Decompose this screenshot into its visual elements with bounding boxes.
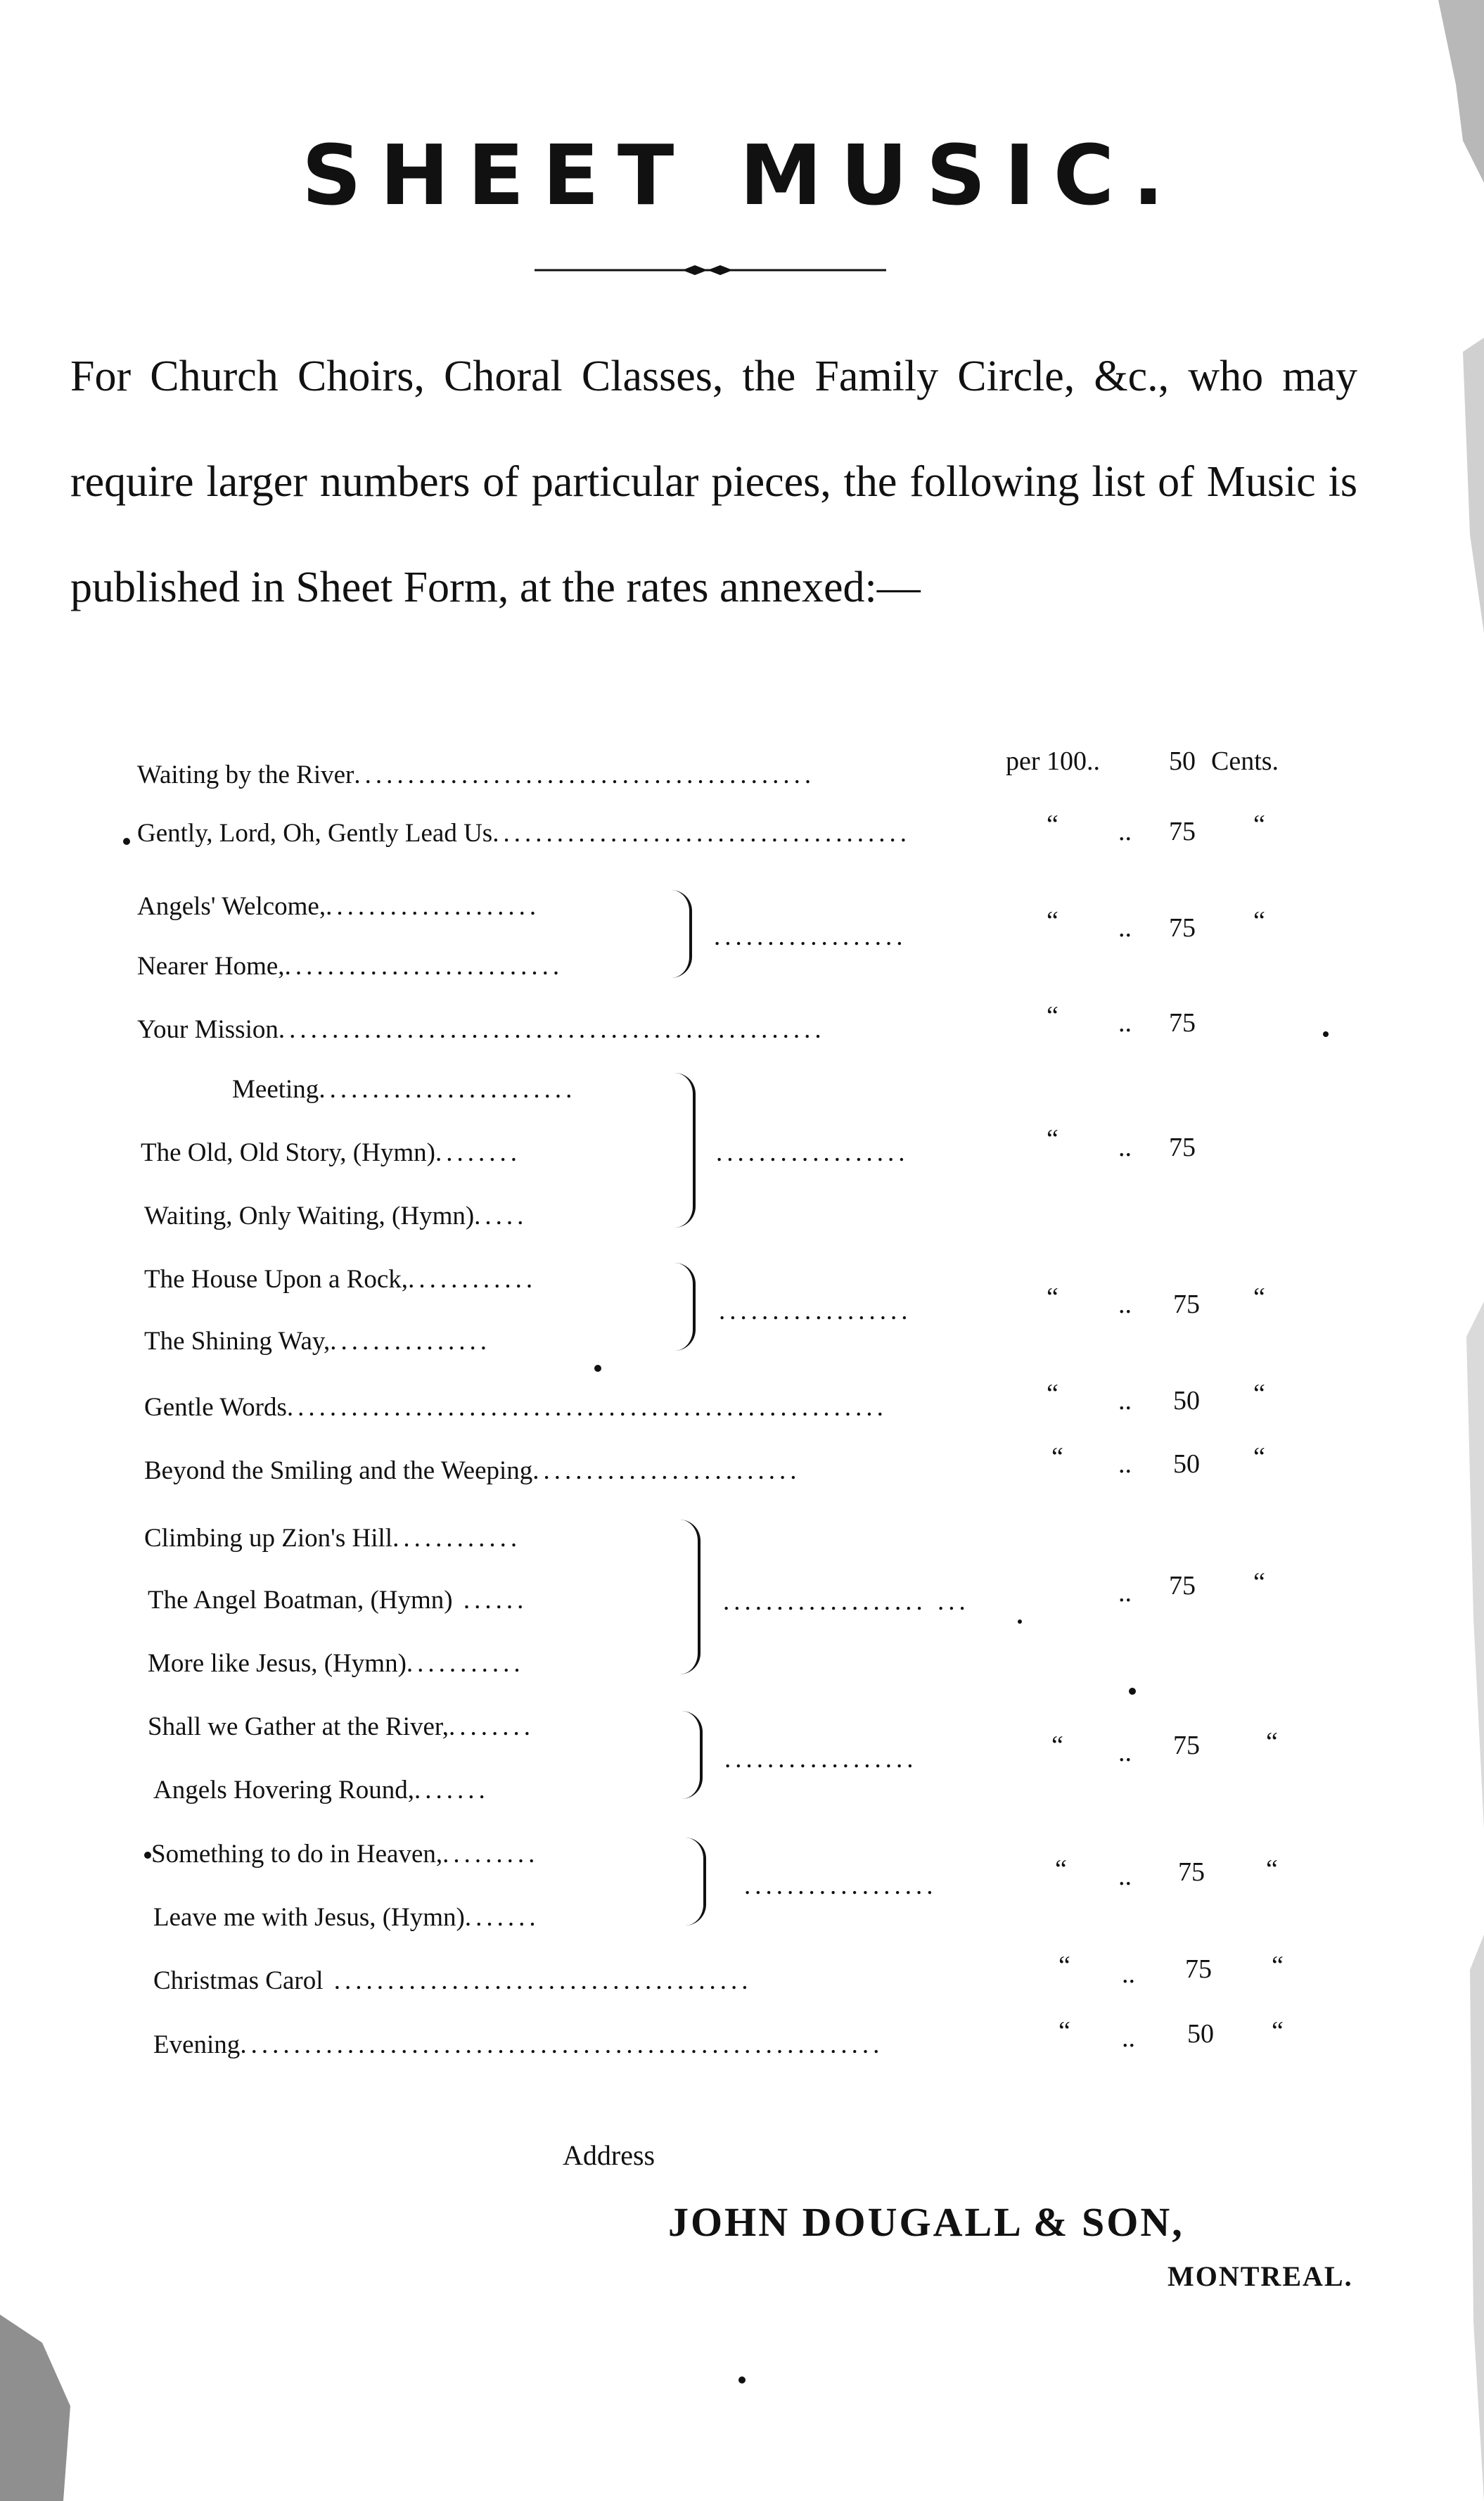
item-title: Waiting, Only Waiting, (Hymn) <box>144 1202 475 1230</box>
ditto-mark: “ <box>1055 1854 1067 1884</box>
ditto-mark: “ <box>1058 2016 1070 2046</box>
group-brace <box>682 1838 706 1926</box>
list-item: Leave me with Jesus, (Hymn)....... <box>153 1903 540 1932</box>
ditto-mark: “ <box>1253 1442 1265 1472</box>
separator: .. <box>1118 1578 1132 1608</box>
price: 75 <box>1169 1571 1196 1600</box>
price: 75 <box>1185 1954 1212 1984</box>
separator: .. <box>1118 1008 1132 1038</box>
separator: .. <box>1122 1959 1135 1989</box>
item-title: Climbing up Zion's Hill <box>144 1524 393 1553</box>
list-item: Beyond the Smiling and the Weeping......................... <box>144 1456 801 1485</box>
ditto-mark: “ <box>1272 2016 1284 2046</box>
list-item: Meeting........................ <box>232 1075 577 1104</box>
ditto-mark: “ <box>1253 1379 1265 1408</box>
item-title: The Old, Old Story, (Hymn) <box>141 1138 435 1167</box>
list-item: Gentle Words........................................................ <box>144 1393 888 1422</box>
separator: .. <box>1118 1449 1132 1479</box>
group-brace <box>672 1263 696 1351</box>
ditto-mark: “ <box>1047 810 1058 839</box>
list-item: Nearer Home,.......................... <box>137 952 564 981</box>
list-item: Shall we Gather at the River,........ <box>148 1712 535 1741</box>
separator: .. <box>1118 1386 1132 1415</box>
list-item: The House Upon a Rock,............ <box>144 1265 537 1294</box>
price: 75 <box>1169 817 1196 846</box>
ditto-mark: “ <box>1253 1567 1265 1597</box>
list-item: The Shining Way,............... <box>144 1327 491 1356</box>
rate-label: per 100.. <box>1006 746 1101 776</box>
ditto-mark: “ <box>1058 1951 1070 1980</box>
item-title: Your Mission <box>137 1015 279 1044</box>
item-title: Leave me with Jesus, (Hymn) <box>153 1903 465 1932</box>
publisher-name: JOHN DOUGALL & SON, <box>668 2199 1184 2245</box>
item-title: Something to do in Heaven, <box>151 1840 443 1869</box>
price: 75 <box>1169 1133 1196 1162</box>
ditto-mark: “ <box>1047 1283 1058 1312</box>
item-title: The House Upon a Rock, <box>144 1265 409 1294</box>
separator: .. <box>1118 1133 1132 1162</box>
list-item: Waiting by the River........................................... <box>137 761 816 789</box>
ditto-mark: “ <box>1266 1854 1278 1884</box>
list-item: Evening............................................................ <box>153 2030 884 2059</box>
list-item: Climbing up Zion's Hill............ <box>144 1524 522 1553</box>
item-title: Beyond the Smiling and the Weeping <box>144 1456 533 1485</box>
address-label: Address <box>563 2139 655 2171</box>
list-item: Christmas Carol ....................................... <box>153 1966 753 1995</box>
item-title: Evening <box>153 2030 241 2059</box>
list-item: Gently, Lord, Oh, Gently Lead Us....................................... <box>137 819 911 848</box>
item-title: The Shining Way, <box>144 1327 331 1356</box>
item-title: Christmas Carol <box>153 1966 324 1995</box>
item-title: Angels Hovering Round, <box>153 1776 414 1805</box>
list-item: Your Mission................................................... <box>137 1015 826 1044</box>
list-item: The Angel Boatman, (Hymn) ...... <box>148 1586 528 1615</box>
price: 75 <box>1169 1008 1196 1038</box>
ditto-mark: “ <box>1047 1379 1058 1408</box>
item-title: Gentle Words <box>144 1393 287 1422</box>
price: 50 <box>1173 1386 1200 1415</box>
publisher-city: MONTREAL. <box>1168 2260 1353 2292</box>
group-brace <box>677 1520 701 1674</box>
separator: .. <box>1118 913 1132 943</box>
list-item: The Old, Old Story, (Hymn)........ <box>141 1138 521 1167</box>
separator: .. <box>1122 2023 1135 2053</box>
ditto-mark: “ <box>1272 1951 1284 1980</box>
item-title: Meeting <box>232 1075 319 1104</box>
ditto-mark: “ <box>1051 1731 1063 1760</box>
list-item: Angels' Welcome,.................... <box>137 892 541 921</box>
list-item: More like Jesus, (Hymn)........... <box>148 1649 525 1678</box>
item-title: Waiting by the River <box>137 761 354 789</box>
leader-dots: .................. <box>744 1871 938 1900</box>
item-title: Angels' Welcome, <box>137 892 326 921</box>
item-title: More like Jesus, (Hymn) <box>148 1649 407 1678</box>
price: 50 <box>1187 2019 1214 2049</box>
ditto-mark: “ <box>1051 1442 1063 1472</box>
item-title: Nearer Home, <box>137 952 285 981</box>
ditto-mark: “ <box>1047 1124 1058 1154</box>
price: 75 <box>1173 1290 1200 1319</box>
page-title: SHEET MUSIC. <box>301 127 1183 224</box>
intro-paragraph: For Church Choirs, Choral Classes, the Family Circle, &c., who may require larger numbers of particular pieces, the following list of Music is published in Sheet Form, at the rates annexed:— <box>70 352 1357 611</box>
separator: .. <box>1118 1290 1132 1319</box>
ditto-mark: “ <box>1253 1283 1265 1312</box>
list-item: Waiting, Only Waiting, (Hymn)..... <box>144 1202 528 1230</box>
leader-dots: .................. <box>714 922 907 951</box>
separator: .. <box>1118 817 1132 846</box>
ditto-mark: “ <box>1047 906 1058 936</box>
price: 50 <box>1169 746 1196 776</box>
item-title: Shall we Gather at the River, <box>148 1712 449 1741</box>
group-brace <box>679 1711 703 1799</box>
leader-dots: ................... ... <box>723 1587 970 1616</box>
price: 50 <box>1173 1449 1200 1479</box>
ditto-mark: “ <box>1253 810 1265 839</box>
ditto-mark: “ <box>1266 1727 1278 1757</box>
price: 75 <box>1173 1731 1200 1760</box>
leader-dots: .................. <box>724 1745 918 1774</box>
group-brace <box>668 890 692 978</box>
item-title: The Angel Boatman, (Hymn) <box>148 1586 453 1615</box>
price: 75 <box>1169 913 1196 943</box>
ditto-mark: “ <box>1253 906 1265 936</box>
separator: .. <box>1118 1738 1132 1767</box>
leader-dots: .................. <box>716 1138 909 1167</box>
group-brace <box>672 1073 696 1228</box>
leader-dots: .................. <box>719 1297 912 1325</box>
list-item: Angels Hovering Round,....... <box>153 1776 490 1805</box>
price-unit: Cents. <box>1211 746 1279 776</box>
price: 75 <box>1178 1857 1205 1887</box>
list-item: Something to do in Heaven,......... <box>151 1840 539 1869</box>
separator: .. <box>1118 1862 1132 1891</box>
ditto-mark: “ <box>1047 1001 1058 1031</box>
item-title: Gently, Lord, Oh, Gently Lead Us <box>137 819 493 848</box>
